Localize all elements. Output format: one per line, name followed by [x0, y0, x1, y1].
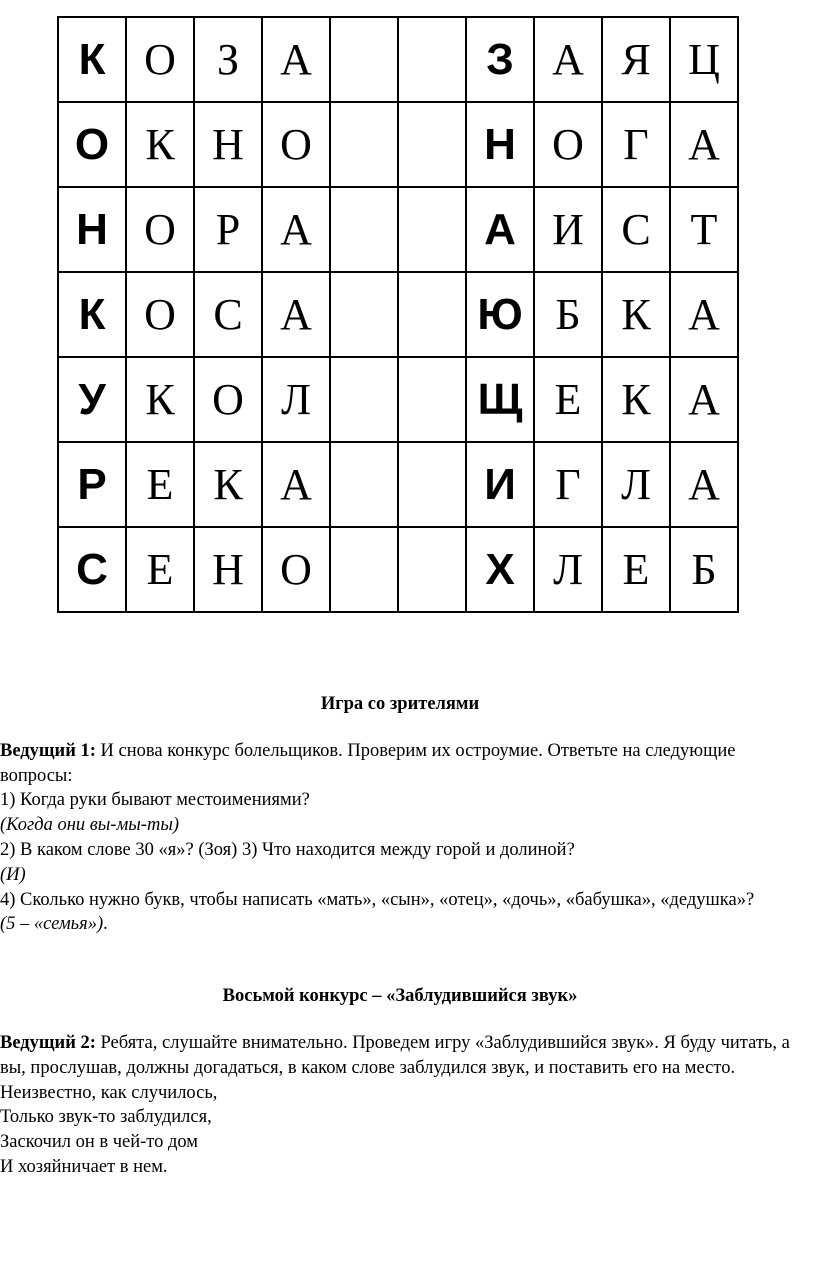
grid-cell-letter: Н — [194, 527, 262, 612]
grid-cell-letter: Б — [534, 272, 602, 357]
grid-cell-letter: Е — [126, 442, 194, 527]
grid-cell-letter: Н — [194, 102, 262, 187]
section-heading-lost-sound: Восьмой конкурс – «Заблудившийся звук» — [222, 986, 578, 1007]
grid-cell-letter: А — [534, 17, 602, 102]
poem-line: И хозяйничает в нем. — [0, 1156, 168, 1177]
grid-cell-empty — [398, 527, 466, 612]
grid-cell-letter: Л — [262, 357, 330, 442]
grid-cell-letter: О — [262, 102, 330, 187]
grid-cell-letter: Щ — [466, 357, 534, 442]
document-body — [0, 692, 800, 1180]
grid-cell-letter: О — [194, 357, 262, 442]
grid-cell-letter: А — [670, 102, 738, 187]
grid-cell-empty — [398, 442, 466, 527]
host1-paragraph — [0, 739, 800, 789]
grid-cell-letter: К — [126, 102, 194, 187]
question-2-3: 2) В каком слове 30 «я»? (Зоя) 3) Что находится между горой и долиной? — [0, 839, 575, 860]
grid-cell-letter: Ю — [466, 272, 534, 357]
grid-cell-letter: Е — [602, 527, 670, 612]
poem-line: Только звук-то заблудился, — [0, 1107, 212, 1128]
grid-cell-letter: О — [58, 102, 126, 187]
grid-row — [58, 102, 738, 187]
grid-cell-letter: О — [126, 272, 194, 357]
grid-cell-letter: А — [262, 272, 330, 357]
host2-paragraph — [0, 1031, 800, 1081]
grid-cell-letter: А — [262, 187, 330, 272]
grid-cell-letter: А — [466, 187, 534, 272]
grid-cell-letter: Е — [534, 357, 602, 442]
grid-cell-letter: С — [194, 272, 262, 357]
grid-cell-letter: А — [670, 357, 738, 442]
grid-cell-letter: О — [126, 187, 194, 272]
answer-4-period: . — [103, 914, 108, 935]
grid-cell-letter: Р — [194, 187, 262, 272]
grid-cell-empty — [330, 357, 398, 442]
question-1: 1) Когда руки бывают местоимениями? — [0, 790, 310, 811]
grid-cell-empty — [330, 272, 398, 357]
grid-cell-letter: У — [58, 357, 126, 442]
grid-cell-letter: И — [534, 187, 602, 272]
speaker-label: Ведущий 2: — [0, 1032, 96, 1053]
poem-line: Заскочил он в чей-то дом — [0, 1132, 199, 1153]
answer-1: (Когда они вы-мы-ты) — [0, 815, 180, 836]
grid-cell-letter: Ц — [670, 17, 738, 102]
grid-cell-letter: Г — [602, 102, 670, 187]
grid-cell-letter: О — [262, 527, 330, 612]
grid-row — [58, 357, 738, 442]
grid-cell-letter: К — [602, 272, 670, 357]
grid-cell-letter: Л — [534, 527, 602, 612]
grid-cell-letter: Е — [126, 527, 194, 612]
speaker-label: Ведущий 1: — [0, 740, 96, 761]
grid-cell-letter: О — [126, 17, 194, 102]
host1-intro: И снова конкурс болельщиков. Проверим их остроумие. Ответьте на следующие вопросы: — [0, 740, 736, 786]
grid-cell-letter: Я — [602, 17, 670, 102]
grid-cell-empty — [398, 272, 466, 357]
grid-row — [58, 17, 738, 102]
grid-cell-letter: З — [466, 17, 534, 102]
grid-cell-letter: Т — [670, 187, 738, 272]
grid-cell-letter: Х — [466, 527, 534, 612]
answer-4-line — [0, 912, 800, 937]
grid-cell-empty — [330, 102, 398, 187]
grid-cell-letter: З — [194, 17, 262, 102]
grid-cell-empty — [330, 527, 398, 612]
grid-cell-letter: Г — [534, 442, 602, 527]
grid-cell-letter: Н — [58, 187, 126, 272]
poem-line: Неизвестно, как случилось, — [0, 1082, 218, 1103]
grid-cell-letter: Б — [670, 527, 738, 612]
grid-cell-letter: Н — [466, 102, 534, 187]
question-4: 4) Сколько нужно букв, чтобы написать «мать», «сын», «отец», «дочь», «бабушка», «дедушка»? — [0, 889, 755, 910]
grid-row — [58, 187, 738, 272]
grid-row — [58, 272, 738, 357]
grid-cell-letter: К — [602, 357, 670, 442]
grid-cell-empty — [330, 442, 398, 527]
answer-3: (И) — [0, 864, 26, 885]
section-heading-audience-game: Игра со зрителями — [320, 694, 480, 714]
grid-cell-empty — [398, 357, 466, 442]
grid-cell-letter: А — [262, 17, 330, 102]
grid-cell-letter: К — [126, 357, 194, 442]
grid-cell-letter: К — [58, 17, 126, 102]
grid-cell-empty — [330, 187, 398, 272]
grid-cell-empty — [398, 102, 466, 187]
grid-row — [58, 527, 738, 612]
grid-cell-letter: С — [602, 187, 670, 272]
grid-cell-letter: И — [466, 442, 534, 527]
letter-grid-body — [58, 17, 738, 612]
grid-cell-letter: К — [194, 442, 262, 527]
grid-cell-letter: А — [670, 442, 738, 527]
grid-cell-letter: Р — [58, 442, 126, 527]
grid-cell-letter: Л — [602, 442, 670, 527]
grid-cell-empty — [330, 17, 398, 102]
grid-cell-letter: С — [58, 527, 126, 612]
grid-cell-letter: К — [58, 272, 126, 357]
letter-grid — [57, 16, 739, 613]
grid-row — [58, 442, 738, 527]
answer-4: (5 – «семья») — [0, 914, 104, 935]
grid-cell-letter: О — [534, 102, 602, 187]
grid-cell-letter: А — [262, 442, 330, 527]
grid-cell-empty — [398, 17, 466, 102]
grid-cell-letter: А — [670, 272, 738, 357]
grid-cell-empty — [398, 187, 466, 272]
host2-intro: Ребята, слушайте внимательно. Проведем игру «Заблудившийся звук». Я буду читать, а вы, прослушав, должны догадаться, в каком слове заблудился звук, и поставить его на место. — [0, 1032, 790, 1078]
